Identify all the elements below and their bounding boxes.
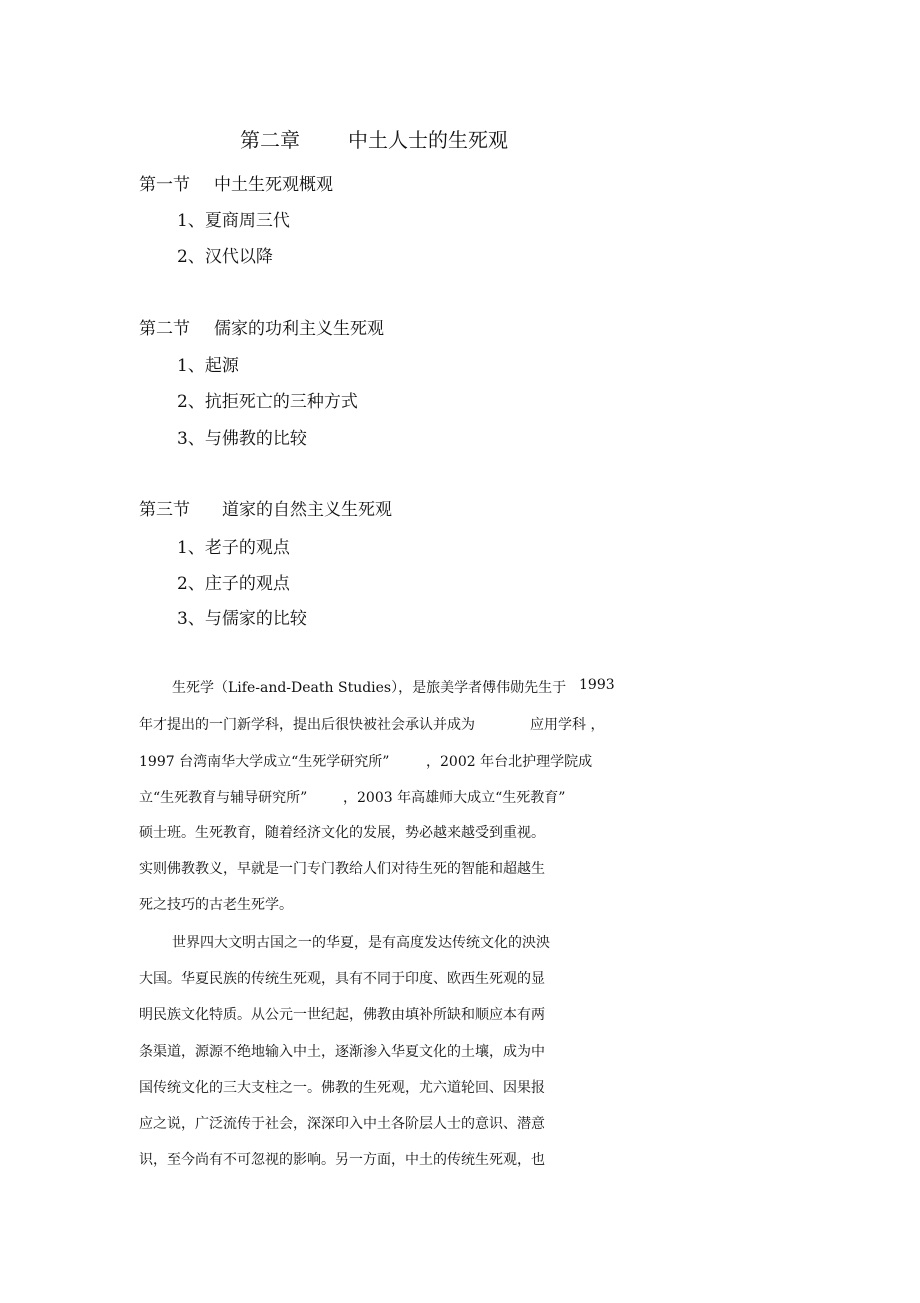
section-heading [139,170,333,195]
paragraph-line: 硕士班。生死教育，随着经济文化的发展，势必越来越受到重视。 [139,825,545,841]
section-title: 儒家的功利主义生死观 [214,319,384,339]
section-title: 中土生死观概观 [214,175,333,195]
paragraph-line-tail: ，2003 年高雄师大成立“生死教育” [343,790,566,806]
paragraph-line: 死之技巧的古老生死学。 [139,897,293,913]
chapter-label: 第二章 [240,128,300,152]
paragraph-line: 条渠道，源源不绝地输入中土，逐渐渗入华夏文化的土壤，成为中 [139,1044,545,1060]
paragraph-line: 识，至今尚有不可忽视的影响。另一方面，中土的传统生死观，也 [139,1152,545,1168]
paragraph-line: 世界四大文明古国之一的华夏，是有高度发达传统文化的泱泱 [172,935,550,951]
paragraph-line: 实则佛教教义，早就是一门专门教给人们对待生死的智能和超越生 [139,861,545,877]
section-title: 道家的自然主义生死观 [222,500,392,520]
paragraph-line [172,677,566,697]
list-item: 1、起源 [177,356,239,376]
list-item: 2、汉代以降 [177,247,273,267]
list-item: 3、与儒家的比较 [177,609,307,629]
list-item: 1、夏商周三代 [177,211,290,231]
list-item: 3、与佛教的比较 [177,429,307,449]
section-heading [139,314,384,339]
paragraph-line-tail: 应用学科 ， [530,717,605,733]
paragraph-line: 国传统文化的三大支柱之一。佛教的生死观，尤六道轮回、因果报 [139,1080,545,1096]
chapter-title: 中土人士的生死观 [348,128,508,152]
chapter-heading [240,124,508,153]
paragraph-line: 1997 台湾南华大学成立“生死学研究所” [139,754,390,770]
paragraph-line: 立“生死教育与辅导研究所” [139,790,308,806]
paragraph-line-tail: 1993 [579,677,615,693]
section-label: 第一节 [139,175,190,195]
paragraph-line: 明民族文化特质。从公元一世纪起，佛教由填补所缺和顺应本有两 [139,1007,545,1023]
paragraph-line-tail: ，2002 年台北护理学院成 [426,754,593,770]
paragraph-line: 年才提出的一门新学科，提出后很快被社会承认并成为 [139,717,475,733]
list-item: 1、老子的观点 [177,538,290,558]
list-item: 2、庄子的观点 [177,574,290,594]
paragraph-line: 应之说，广泛流传于社会，深深印入中土各阶层人士的意识、潜意 [139,1116,545,1132]
section-label: 第三节 [139,500,190,520]
section-label: 第二节 [139,319,190,339]
line-text: 生死学（Life-and-Death Studies），是旅美学者傅伟勋先生于 [172,680,567,696]
list-item: 2、抗拒死亡的三种方式 [177,392,358,412]
paragraph-line: 大国。华夏民族的传统生死观，具有不同于印度、欧西生死观的显 [139,971,545,987]
section-heading [139,495,392,520]
